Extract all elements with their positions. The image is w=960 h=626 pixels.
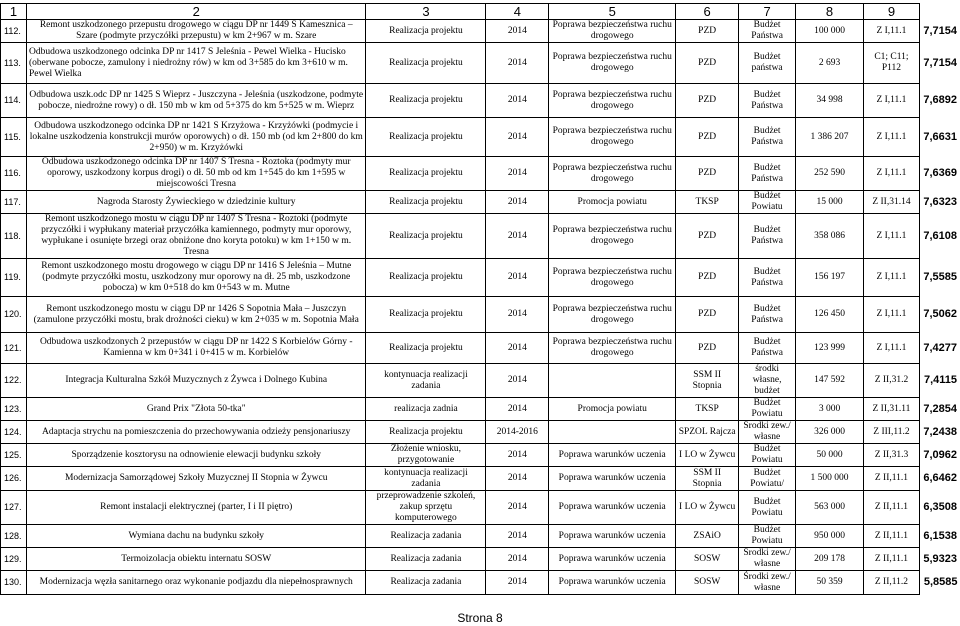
row-number-cell: 127. <box>1 491 27 525</box>
funding-source-cell: Budżet Powiatu <box>739 191 796 214</box>
score-cell: 7,7154 <box>923 56 957 69</box>
unit-code-cell: PZD <box>676 157 739 191</box>
reference-code-cell: Z I,11.1 <box>863 333 919 364</box>
row-number-cell: 120. <box>1 297 27 333</box>
task-type-cell: Realizacja projektu <box>366 118 486 157</box>
amount-cell: 34 998 <box>796 84 864 118</box>
unit-code-cell: PZD <box>676 333 739 364</box>
year-cell: 2014 <box>486 157 549 191</box>
header-cell: 9 <box>863 4 919 20</box>
reference-code-cell: Z I,11.1 <box>863 297 919 333</box>
row-number-cell: 116. <box>1 157 27 191</box>
year-cell: 2014 <box>486 297 549 333</box>
task-type-cell: Realizacja zadania <box>366 571 486 595</box>
row-number-cell: 114. <box>1 84 27 118</box>
amount-cell: 1 500 000 <box>796 467 864 491</box>
score-cell: 7,6892 <box>923 94 957 106</box>
unit-code-cell: SOSW <box>676 571 739 595</box>
task-type-cell: Złożenie wniosku, przygotowanie <box>366 444 486 467</box>
score-cell: 6,6462 <box>923 472 957 484</box>
reference-code-cell: Z II,31.14 <box>863 191 919 214</box>
score-cell: 7,0962 <box>923 448 957 461</box>
goal-area-cell: Poprawa bezpieczeństwa ruchu drogowego <box>549 43 676 84</box>
funding-source-cell: Budżet Powiatu <box>739 398 796 421</box>
row-number-cell: 119. <box>1 259 27 297</box>
funding-source-cell: Budżet Powiatu/ <box>739 467 796 491</box>
reference-code-cell: Z II,31.2 <box>863 364 919 398</box>
header-cell: 6 <box>676 4 739 20</box>
amount-cell: 3 000 <box>796 398 864 421</box>
task-type-cell: przeprowadzenie szkoleń, zakup sprzętu komputerowego <box>366 491 486 525</box>
reference-code-cell: Z III,11.2 <box>863 421 919 444</box>
goal-area-cell: Poprawa bezpieczeństwa ruchu drogowego <box>549 118 676 157</box>
unit-code-cell: SSM II Stopnia <box>676 467 739 491</box>
score-cell: 5,9323 <box>923 552 957 565</box>
table-row <box>1 421 960 444</box>
amount-cell: 252 590 <box>796 157 864 191</box>
funding-source-cell: Budżet Państwa <box>739 259 796 297</box>
score-cell: 7,4277 <box>923 341 957 354</box>
score-cell: 7,4115 <box>923 374 957 386</box>
amount-cell: 2 693 <box>796 43 864 84</box>
year-cell: 2014 <box>486 84 549 118</box>
score-cell: 6,3508 <box>923 501 957 513</box>
reference-code-cell: Z I,11.1 <box>863 259 919 297</box>
goal-area-cell: Poprawa bezpieczeństwa ruchu drogowego <box>549 157 676 191</box>
row-number-cell: 118. <box>1 214 27 259</box>
funding-source-cell: Środki zew./ własne <box>739 571 796 595</box>
amount-cell: 156 197 <box>796 259 864 297</box>
row-number-cell: 113. <box>1 43 27 84</box>
reference-code-cell: Z II,11.1 <box>863 467 919 491</box>
task-type-cell: Realizacja projektu <box>366 297 486 333</box>
unit-code-cell: SSM II Stopnia <box>676 364 739 398</box>
task-type-cell: Realizacja zadania <box>366 525 486 548</box>
funding-source-cell: Budżet państwa <box>739 43 796 84</box>
goal-area-cell: Poprawa bezpieczeństwa ruchu drogowego <box>549 84 676 118</box>
table-row <box>1 467 960 491</box>
row-number-cell: 123. <box>1 398 27 421</box>
amount-cell: 50 359 <box>796 571 864 595</box>
amount-cell: 326 000 <box>796 421 864 444</box>
year-cell: 2014 <box>486 444 549 467</box>
task-type-cell: realizacja zadnia <box>366 398 486 421</box>
row-number-cell: 129. <box>1 548 27 571</box>
unit-code-cell: TKSP <box>676 191 739 214</box>
funding-source-cell: środki własne, budżet <box>739 364 796 398</box>
amount-cell: 147 592 <box>796 364 864 398</box>
row-number-cell: 117. <box>1 191 27 214</box>
header-cell: 3 <box>366 4 486 20</box>
task-description-cell: Modernizacja węzła sanitarnego oraz wykonanie podjazdu dla niepełnosprawnych <box>26 571 366 595</box>
task-type-cell: Realizacja projektu <box>366 421 486 444</box>
funding-source-cell: Środki zew./ własne <box>739 548 796 571</box>
goal-area-cell <box>549 421 676 444</box>
unit-code-cell: SPZOL Rajcza <box>676 421 739 444</box>
task-type-cell: Realizacja projektu <box>366 259 486 297</box>
reference-code-cell: Z II,11.1 <box>863 491 919 525</box>
task-description-cell: Remont uszkodzonego przepustu drogowego w ciągu DP nr 1449 S Kamesznica – Szare (podmyte przyczółki przepustu) w km 2+967 w m. Szare <box>26 20 366 43</box>
score-cell: 7,6323 <box>923 195 957 208</box>
reference-code-cell: Z I,11.1 <box>863 118 919 157</box>
task-description-cell: Odbudowa uszkodzonych 2 przepustów w ciągu DP nr 1422 S Korbielów Górny - Kamienna w km 0+341 i 0+415 w m. Korbielów <box>26 333 366 364</box>
unit-code-cell: PZD <box>676 84 739 118</box>
funding-source-cell: Budżet Państwa <box>739 20 796 43</box>
goal-area-cell: Poprawa bezpieczeństwa ruchu drogowego <box>549 297 676 333</box>
task-type-cell: Realizacja projektu <box>366 214 486 259</box>
reference-code-cell: Z II,11.1 <box>863 548 919 571</box>
score-cell: 7,5062 <box>923 308 957 320</box>
year-cell: 2014 <box>486 333 549 364</box>
task-description-cell: Odbudowa uszkodzonego odcinka DP nr 1407 S Tresna - Roztoka (podmyty mur oporowy, uszkodzony korpus drogi) o dł. 50 mb od km 1+545 do km 1+595 w miejscowości Tresna <box>26 157 366 191</box>
score-cell: 7,5585 <box>923 271 957 283</box>
funding-source-cell: Budżet Państwa <box>739 118 796 157</box>
unit-code-cell: ZSAiO <box>676 525 739 548</box>
task-type-cell: kontynuacja realizacji zadania <box>366 467 486 491</box>
row-number-cell: 126. <box>1 467 27 491</box>
column-number-header <box>1 4 960 20</box>
amount-cell: 50 000 <box>796 444 864 467</box>
task-description-cell: Sporządzenie kosztorysu na odnowienie elewacji budynku szkoły <box>26 444 366 467</box>
year-cell: 2014 <box>486 491 549 525</box>
score-cell: 7,7154 <box>923 24 957 37</box>
unit-code-cell: PZD <box>676 20 739 43</box>
table-row <box>1 571 960 595</box>
page-number: Strona 8 <box>457 611 503 625</box>
task-type-cell: Realizacja projektu <box>366 333 486 364</box>
reference-code-cell: Z I,11.1 <box>863 214 919 259</box>
funding-source-cell: Budżet Państwa <box>739 297 796 333</box>
score-cell: 7,2854 <box>923 402 957 415</box>
table-row <box>1 548 960 571</box>
goal-area-cell: Poprawa warunków uczenia <box>549 571 676 595</box>
row-number-cell: 122. <box>1 364 27 398</box>
table-row <box>1 214 960 259</box>
score-cell: 7,2438 <box>923 425 957 438</box>
year-cell: 2014 <box>486 259 549 297</box>
table-row <box>1 333 960 364</box>
amount-cell: 563 000 <box>796 491 864 525</box>
task-description-cell: Remont instalacji elektrycznej (parter, I i II piętro) <box>26 491 366 525</box>
header-cell: 7 <box>739 4 796 20</box>
reference-code-cell: Z II,11.1 <box>863 525 919 548</box>
funding-source-cell: Budżet Powiatu <box>739 525 796 548</box>
task-type-cell: Realizacja projektu <box>366 20 486 43</box>
unit-code-cell: PZD <box>676 214 739 259</box>
amount-cell: 950 000 <box>796 525 864 548</box>
amount-cell: 123 999 <box>796 333 864 364</box>
reference-code-cell: Z I,11.1 <box>863 20 919 43</box>
task-type-cell: Realizacja projektu <box>366 157 486 191</box>
header-cell: 2 <box>26 4 366 20</box>
header-score-spacer <box>919 4 959 20</box>
goal-area-cell: Poprawa warunków uczenia <box>549 525 676 548</box>
table-row <box>1 259 960 297</box>
year-cell: 2014 <box>486 191 549 214</box>
task-description-cell: Odbudowa uszkodzonego odcinka DP nr 1421 S Krzyżowa - Krzyżówki (podmycie i lokalne uszkodzenia konstrukcji murów oporowych) o dł. 150 mb (od km 2+800 do km 2+950) w m. Krzyżówki <box>26 118 366 157</box>
score-cell: 5,8585 <box>923 576 958 588</box>
task-type-cell: kontynuacja realizacji zadania <box>366 364 486 398</box>
unit-code-cell: PZD <box>676 297 739 333</box>
row-number-cell: 128. <box>1 525 27 548</box>
reference-code-cell: Z II,11.2 <box>863 571 919 595</box>
unit-code-cell: PZD <box>676 43 739 84</box>
unit-code-cell: SOSW <box>676 548 739 571</box>
task-description-cell: Integracja Kulturalna Szkół Muzycznych z Żywca i Dolnego Kubina <box>26 364 366 398</box>
year-cell: 2014 <box>486 214 549 259</box>
reference-code-cell: Z I,11.1 <box>863 84 919 118</box>
funding-source-cell: Budżet Państwa <box>739 157 796 191</box>
table-row <box>1 191 960 214</box>
funding-source-cell: Budżet Powiatu <box>739 444 796 467</box>
unit-code-cell: I LO w Żywcu <box>676 444 739 467</box>
header-cell: 8 <box>796 4 864 20</box>
score-cell: 6,1538 <box>923 529 957 542</box>
table-row <box>1 364 960 398</box>
table-row <box>1 118 960 157</box>
task-type-cell: Realizacja projektu <box>366 84 486 118</box>
year-cell: 2014 <box>486 43 549 84</box>
goal-area-cell: Poprawa warunków uczenia <box>549 491 676 525</box>
goal-area-cell: Poprawa warunków uczenia <box>549 444 676 467</box>
reference-code-cell: Z II,31.3 <box>863 444 919 467</box>
task-description-cell: Odbudowa uszk.odc DP nr 1425 S Wieprz - Juszczyna - Jeleśnia (uszkodzone, podmyte pobocze, niedrożne rowy) o dł. 150 mb w km od 5+375 do km 5+525 w m. Wieprz <box>26 84 366 118</box>
year-cell: 2014 <box>486 571 549 595</box>
funding-source-cell: Budżet Powiatu <box>739 491 796 525</box>
year-cell: 2014 <box>486 398 549 421</box>
reference-code-cell: C1; C11; P112 <box>863 43 919 84</box>
task-type-cell: Realizacja projektu <box>366 43 486 84</box>
table-row <box>1 398 960 421</box>
task-description-cell: Grand Prix "Złota 50-tka" <box>26 398 366 421</box>
table-row <box>1 157 960 191</box>
amount-cell: 100 000 <box>796 20 864 43</box>
year-cell: 2014 <box>486 525 549 548</box>
funding-source-cell: Budżet Państwa <box>739 333 796 364</box>
unit-code-cell: PZD <box>676 118 739 157</box>
task-description-cell: Nagroda Starosty Żywieckiego w dziedzinie kultury <box>26 191 366 214</box>
task-description-cell: Wymiana dachu na budynku szkoły <box>26 525 366 548</box>
row-number-cell: 115. <box>1 118 27 157</box>
goal-area-cell: Poprawa bezpieczeństwa ruchu drogowego <box>549 214 676 259</box>
goal-area-cell: Poprawa warunków uczenia <box>549 548 676 571</box>
funding-source-cell: Budżet Państwa <box>739 214 796 259</box>
amount-cell: 358 086 <box>796 214 864 259</box>
goal-area-cell: Promocja powiatu <box>549 191 676 214</box>
table-row <box>1 43 960 84</box>
year-cell: 2014 <box>486 364 549 398</box>
row-number-cell: 130. <box>1 571 27 595</box>
goal-area-cell: Promocja powiatu <box>549 398 676 421</box>
task-type-cell: Realizacja projektu <box>366 191 486 214</box>
reference-code-cell: Z I,11.1 <box>863 157 919 191</box>
row-number-cell: 125. <box>1 444 27 467</box>
task-description-cell: Remont uszkodzonego mostu drogowego w ciągu DP nr 1416 S Jeleśnia – Mutne (podmyte przyczółki mostu, uszkodzony mur oporowy na dł. 25 mb, uszkodzone pobocza) w km 0+518 do km 0+543 w m. Mutne <box>26 259 366 297</box>
header-cell: 1 <box>1 4 27 20</box>
funding-source-cell: Środki zew./ własne <box>739 421 796 444</box>
row-number-cell: 121. <box>1 333 27 364</box>
unit-code-cell: PZD <box>676 259 739 297</box>
unit-code-cell: TKSP <box>676 398 739 421</box>
goal-area-cell: Poprawa warunków uczenia <box>549 467 676 491</box>
task-description-cell: Adaptacja strychu na pomieszczenia do przechowywania odzieży pensjonariuszy <box>26 421 366 444</box>
task-description-cell: Modernizacja Samorządowej Szkoły Muzycznej II Stopnia w Żywcu <box>26 467 366 491</box>
goal-area-cell: Poprawa bezpieczeństwa ruchu drogowego <box>549 259 676 297</box>
task-description-cell: Remont uszkodzonego mostu w ciągu DP nr 1407 S Tresna - Roztoki (podmyte przyczółki i wypłukany materiał przyczółka kamiennego, podmyty mur oporowy, wypłukane i osunięte brzegi oraz obniżone dno koryta potoku) w km 1+150 w m. Tresna <box>26 214 366 259</box>
year-cell: 2014 <box>486 20 549 43</box>
row-number-cell: 124. <box>1 421 27 444</box>
task-type-cell: Realizacja zadania <box>366 548 486 571</box>
score-cell: 7,6631 <box>923 130 957 143</box>
table-row <box>1 84 960 118</box>
task-description-cell: Remont uszkodzonego mostu w ciągu DP nr 1426 S Sopotnia Mała – Juszczyn (zamulone przyczółki mostu, brak drożności cieku) w km 2+035 w m. Sopotnia Mała <box>26 297 366 333</box>
header-cell: 5 <box>549 4 676 20</box>
table-row <box>1 491 960 525</box>
goal-area-cell: Poprawa bezpieczeństwa ruchu drogowego <box>549 20 676 43</box>
amount-cell: 15 000 <box>796 191 864 214</box>
year-cell: 2014 <box>486 467 549 491</box>
table-row <box>1 20 960 43</box>
table-row <box>1 444 960 467</box>
table-row <box>1 297 960 333</box>
reference-code-cell: Z II,31.11 <box>863 398 919 421</box>
score-cell: 7,6369 <box>923 167 957 179</box>
score-cell: 7,6108 <box>923 229 957 242</box>
amount-cell: 209 178 <box>796 548 864 571</box>
year-cell: 2014 <box>486 118 549 157</box>
amount-cell: 126 450 <box>796 297 864 333</box>
header-cell: 4 <box>486 4 549 20</box>
investment-table <box>0 3 960 595</box>
task-description-cell: Odbudowa uszkodzonego odcinka DP nr 1417 S Jeleśnia - Pewel Wielka - Hucisko (oberwane pobocze, zamulony i niedrożny rów) w km od 3+585 do km 3+610 w m. Pewel Wielka <box>26 43 366 84</box>
table-row <box>1 525 960 548</box>
task-description-cell: Termoizolacja obiektu internatu SOSW <box>26 548 366 571</box>
funding-source-cell: Budżet Państwa <box>739 84 796 118</box>
row-number-cell: 112. <box>1 20 27 43</box>
amount-cell: 1 386 207 <box>796 118 864 157</box>
goal-area-cell: Poprawa bezpieczeństwa ruchu drogowego <box>549 333 676 364</box>
year-cell: 2014 <box>486 548 549 571</box>
unit-code-cell: I LO w Żywcu <box>676 491 739 525</box>
year-cell: 2014-2016 <box>486 421 549 444</box>
goal-area-cell <box>549 364 676 398</box>
